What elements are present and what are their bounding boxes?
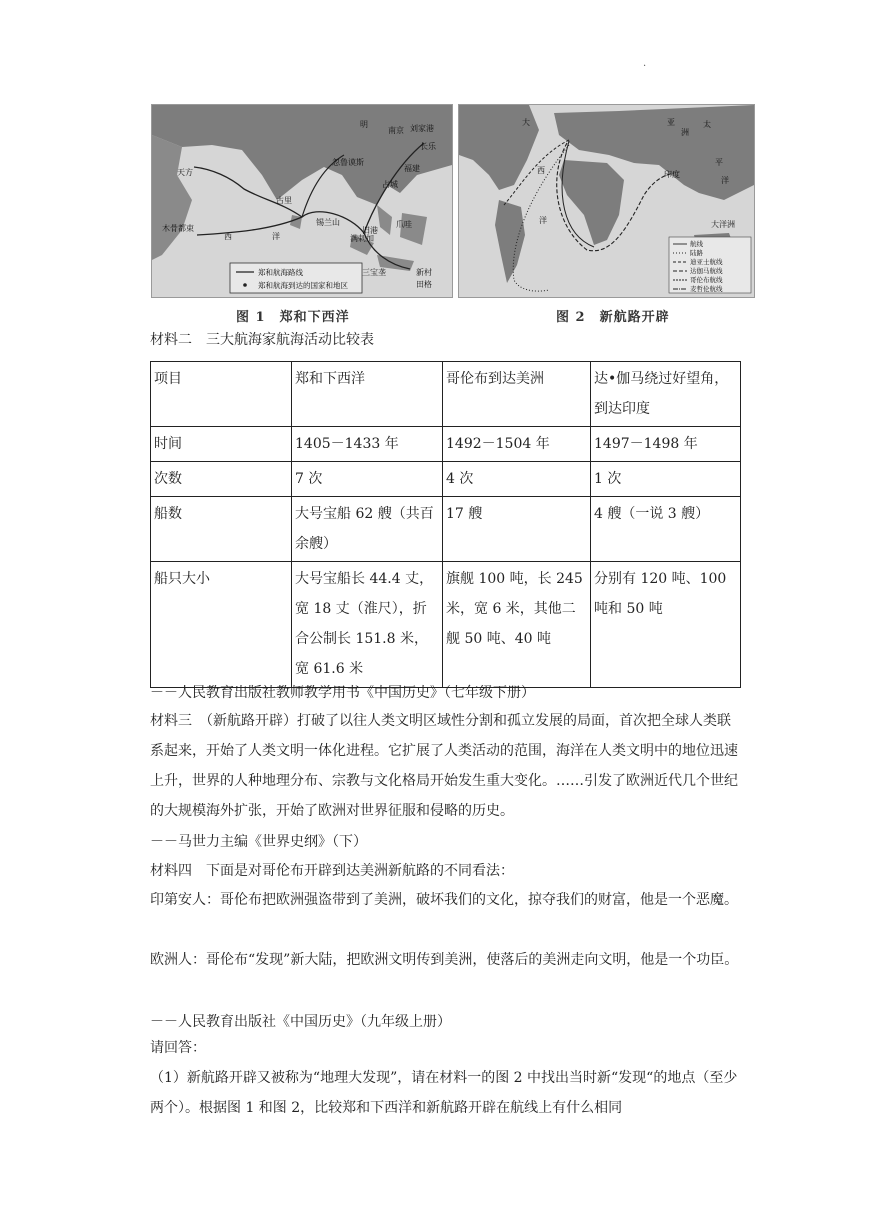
- table-row: [151, 462, 741, 497]
- svg-text:南京: 南京: [388, 126, 404, 135]
- svg-text:达伽马航线: 达伽马航线: [690, 267, 723, 275]
- material3-text: 材料三 （新航路开辟）打破了以往人类文明区域性分割和孤立发展的局面，首次把全球人类联系起来，开始了人类文明一体化进程。它扩展了人类活动的范围，海洋在人类文明中的地位迅速上升，世界的人种地理分布、宗教与文化格局开始发生重大变化。……引发了欧洲近代几个世纪的大规模海外扩张，开始了欧洲对世界征服和侵略的历史。: [150, 713, 738, 819]
- svg-text:木骨都束: 木骨都束: [162, 224, 194, 233]
- figures: [151, 104, 753, 296]
- table-cell: 1405－1433 年: [292, 427, 443, 462]
- material3-source: －－马世力主编《世界史纲》（下）: [150, 834, 367, 850]
- svg-text:郑和航海路线: 郑和航海路线: [258, 268, 303, 277]
- material4-european-view: 欧洲人：哥伦布“发现”新大陆，把欧洲文明传到美洲，使落后的美洲走向文明，他是一个功臣。: [150, 952, 739, 968]
- svg-text:洲: 洲: [681, 128, 689, 137]
- table-cell: 1492－1504 年: [443, 427, 591, 462]
- svg-text:三宝垄: 三宝垄: [362, 268, 386, 277]
- svg-text:田格: 田格: [416, 280, 432, 289]
- svg-text:大: 大: [522, 118, 530, 127]
- table-cell: 郑和下西洋: [292, 362, 443, 427]
- page-mark: .: [643, 58, 647, 69]
- svg-text:洋: 洋: [539, 216, 547, 225]
- svg-text:爪哇: 爪哇: [396, 220, 412, 229]
- table-cell: 4 次: [443, 462, 591, 497]
- svg-text:平: 平: [715, 158, 723, 167]
- table-cell: 旗舰 100 吨，长 245 米，宽 6 米，其他二舰 50 吨、40 吨: [443, 562, 591, 688]
- figure-1-map: [151, 104, 453, 298]
- svg-text:长乐: 长乐: [420, 142, 436, 151]
- figure-2-map: [458, 104, 755, 298]
- table-cell: 项目: [151, 362, 292, 427]
- svg-text:洋: 洋: [721, 176, 729, 185]
- svg-text:西: 西: [537, 166, 545, 175]
- figure-1-caption: 图 1 郑和下西洋: [236, 310, 350, 325]
- table-row: [151, 427, 741, 462]
- table-cell: 7 次: [292, 462, 443, 497]
- material4-source: －－人民教育出版社《中国历史》（九年级上册）: [150, 1014, 451, 1030]
- table-row: [151, 497, 741, 562]
- table-cell: 哥伦布到达美洲: [443, 362, 591, 427]
- table-cell: 时间: [151, 427, 292, 462]
- svg-text:满剌加: 满剌加: [350, 234, 374, 243]
- table-cell: 大号宝船 62 艘（共百余艘）: [292, 497, 443, 562]
- table-row: [151, 562, 741, 688]
- figure-2-caption: 图 2 新航路开辟: [556, 310, 670, 325]
- svg-text:福建: 福建: [404, 164, 420, 173]
- svg-text:陆路: 陆路: [690, 249, 703, 257]
- table-cell: 达•伽马绕过好望角，到达印度: [591, 362, 741, 427]
- comparison-table: [150, 361, 741, 688]
- table-cell: 船数: [151, 497, 292, 562]
- table-cell: 1 次: [591, 462, 741, 497]
- svg-text:太: 太: [703, 120, 711, 129]
- svg-text:占城: 占城: [382, 180, 398, 189]
- table-cell: 分别有 120 吨、100 吨和 50 吨: [591, 562, 741, 688]
- svg-text:忽鲁谟斯: 忽鲁谟斯: [332, 158, 364, 167]
- table-cell: 船只大小: [151, 562, 292, 688]
- material4-title: 材料四 下面是对哥伦布开辟到达美洲新航路的不同看法：: [150, 863, 514, 879]
- svg-text:印度: 印度: [664, 170, 680, 179]
- table-cell: 大号宝船长 44.4 丈，宽 18 丈（淮尺），折合公制长 151.8 米，宽 61.6 米: [292, 562, 443, 688]
- svg-text:古里: 古里: [276, 196, 292, 205]
- svg-text:明: 明: [360, 120, 368, 129]
- question-prompt: 请回答：: [150, 1040, 206, 1056]
- svg-text:迪亚士航线: 迪亚士航线: [690, 258, 723, 266]
- table-row: [151, 362, 741, 427]
- svg-text:大洋洲: 大洋洲: [711, 220, 735, 229]
- svg-text:旧港: 旧港: [362, 226, 378, 235]
- question-1: （1）新航路开辟又被称为“地理大发现”，请在材料一的图 2 中找出当时新“发现“的地点（至少两个）。根据图 1 和图 2，比较郑和下西洋和新航路开辟在航线上有什么相同: [150, 1070, 738, 1116]
- material2-title: 材料二 三大航海家航海活动比较表: [150, 332, 374, 348]
- svg-text:麦哲伦航线: 麦哲伦航线: [690, 285, 723, 293]
- svg-text:航线: 航线: [690, 240, 703, 248]
- table-cell: 1497－1498 年: [591, 427, 741, 462]
- material4-indian-view: 印第安人：哥伦布把欧洲强盗带到了美洲，破坏我们的文化，掠夺我们的财富，他是一个恶魔。: [150, 892, 738, 908]
- table-cell: 4 艘（一说 3 艘）: [591, 497, 741, 562]
- svg-text:天方: 天方: [177, 168, 193, 177]
- svg-text:西: 西: [224, 232, 232, 241]
- svg-text:锡兰山: 锡兰山: [316, 218, 340, 227]
- svg-text:新村: 新村: [416, 268, 432, 277]
- svg-text:哥伦布航线: 哥伦布航线: [690, 276, 723, 284]
- table-cell: 次数: [151, 462, 292, 497]
- svg-text:亚: 亚: [667, 118, 675, 127]
- svg-text:郑和航海到达的国家和地区: 郑和航海到达的国家和地区: [258, 281, 348, 290]
- svg-text:刘家港: 刘家港: [410, 124, 434, 133]
- table-cell: 17 艘: [443, 497, 591, 562]
- svg-text:洋: 洋: [272, 232, 280, 241]
- material2-source: －－人民教育出版社教师教学用书《中国历史》（七年级下册）: [150, 685, 535, 701]
